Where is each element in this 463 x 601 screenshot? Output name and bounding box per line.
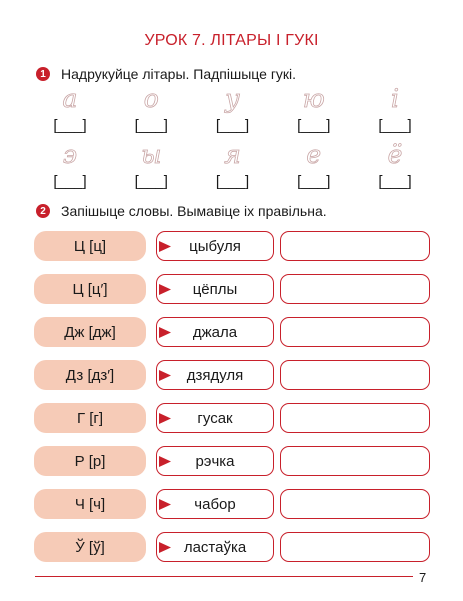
sound-label: Г [г]	[34, 403, 146, 433]
word-box: ластаўка	[156, 532, 274, 562]
letter-cell	[198, 140, 268, 192]
letter-cell	[35, 84, 105, 136]
arrow-right-icon	[159, 413, 171, 424]
arrow-right-icon	[159, 241, 171, 252]
letters-row-1	[35, 84, 430, 136]
word-row	[34, 532, 430, 562]
letter-cell	[360, 84, 430, 136]
traced-letter: э	[62, 140, 77, 169]
sound-label: Ч [ч]	[34, 489, 146, 519]
sound-bracket: [___]	[134, 173, 168, 190]
sound-label: Дж [дж]	[34, 317, 146, 347]
sound-label: Ў [ў]	[34, 532, 146, 562]
letter-cell	[279, 84, 349, 136]
task-1-text: Надрукуйце літары. Падпішыце гукі.	[61, 66, 297, 82]
arrow-right-icon	[159, 284, 171, 295]
arrow-right-icon	[159, 327, 171, 338]
word-row	[34, 446, 430, 476]
sound-bracket: [___]	[215, 173, 250, 190]
letter-cell	[116, 84, 186, 136]
answer-field[interactable]	[280, 403, 430, 433]
letter-cell	[279, 140, 349, 192]
traced-letter: о	[143, 84, 159, 113]
word-row	[34, 403, 430, 433]
sound-bracket: [___]	[378, 173, 412, 190]
sound-label: Р [р]	[34, 446, 146, 476]
sound-label: Дз [дз′]	[34, 360, 146, 390]
word-row	[34, 274, 430, 304]
word-box: цыбуля	[156, 231, 274, 261]
answer-field[interactable]	[280, 489, 430, 519]
sound-bracket: [___]	[297, 117, 331, 134]
word-row	[34, 231, 430, 261]
answer-field[interactable]	[280, 532, 430, 562]
traced-letter: у	[225, 84, 240, 113]
word-row	[34, 489, 430, 519]
traced-letter: ё	[387, 140, 403, 169]
sound-bracket: [___]	[134, 117, 168, 134]
answer-field[interactable]	[280, 360, 430, 390]
answer-field[interactable]	[280, 317, 430, 347]
sound-label: Ц [ц′]	[34, 274, 146, 304]
traced-letter: а	[62, 84, 78, 113]
answer-field[interactable]	[280, 274, 430, 304]
letter-cell	[116, 140, 186, 192]
arrow-right-icon	[159, 370, 171, 381]
arrow-right-icon	[159, 456, 171, 467]
task-1-instruction	[36, 66, 296, 82]
word-row	[34, 317, 430, 347]
sound-bracket: [___]	[53, 173, 87, 190]
letter-cell	[198, 84, 268, 136]
lesson-title: УРОК 7. ЛІТАРЫ І ГУКІ	[144, 32, 319, 49]
word-box: рэчка	[156, 446, 274, 476]
traced-letter: ю	[302, 84, 325, 113]
word-box: гусак	[156, 403, 274, 433]
sound-bracket: [___]	[297, 173, 331, 190]
sound-bracket: [___]	[53, 117, 87, 134]
task-1-number: 1	[36, 67, 50, 81]
page-number: 7	[419, 570, 427, 585]
word-box: дзядуля	[156, 360, 274, 390]
answer-field[interactable]	[280, 231, 430, 261]
letter-cell	[35, 140, 105, 192]
footer-divider	[35, 576, 413, 577]
word-box: чабор	[156, 489, 274, 519]
sound-bracket: [___]	[378, 117, 412, 134]
answer-field[interactable]	[280, 446, 430, 476]
arrow-right-icon	[159, 542, 171, 553]
sound-label: Ц [ц]	[34, 231, 146, 261]
traced-letter: е	[306, 140, 322, 169]
word-box: джала	[156, 317, 274, 347]
task-2-number: 2	[36, 204, 50, 218]
traced-letter: і	[391, 84, 399, 113]
letter-cell	[360, 140, 430, 192]
traced-letter: ы	[141, 140, 162, 169]
arrow-right-icon	[159, 499, 171, 510]
traced-letter: я	[224, 140, 241, 169]
letters-row-2	[35, 140, 430, 192]
word-row	[34, 360, 430, 390]
sound-bracket: [___]	[215, 117, 250, 134]
task-2-text: Запішыце словы. Вымавіце іх правільна.	[61, 203, 327, 219]
task-2-instruction	[36, 203, 327, 219]
word-box: цёплы	[156, 274, 274, 304]
